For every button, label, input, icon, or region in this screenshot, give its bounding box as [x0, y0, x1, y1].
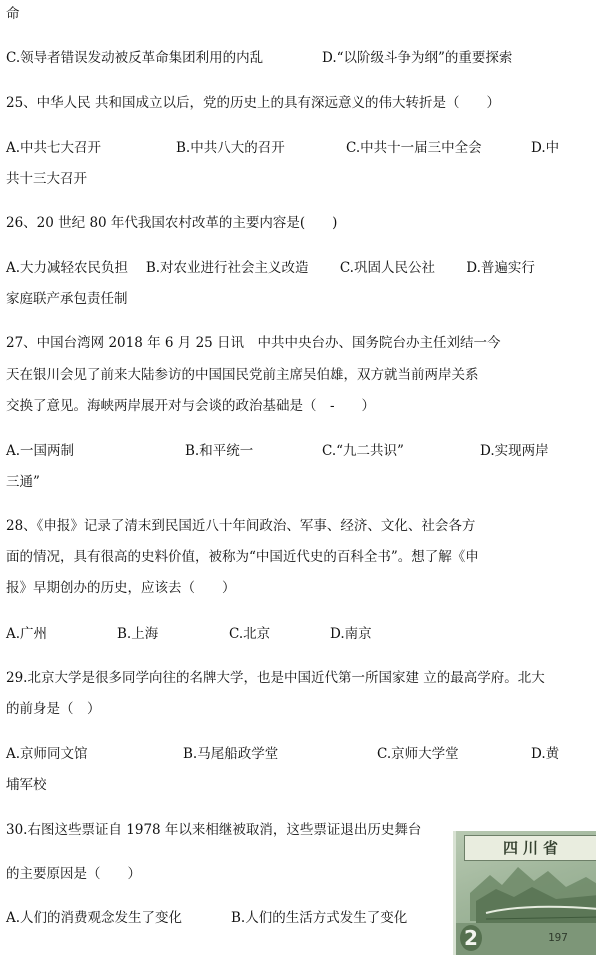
- question-28-line3: 报》早期创办的历史，应该去（ ）: [6, 580, 236, 596]
- question-29-line2: 的前身是（ ）: [6, 701, 101, 717]
- option-a: A.中共七大召开: [6, 140, 102, 156]
- option-b: B.马尾船政学堂: [183, 746, 279, 762]
- option-d-continued: 三通”: [6, 474, 40, 490]
- option-b: B.上海: [117, 626, 159, 642]
- question-27-line2: 天在银川会见了前来大陆参访的中国国民党前主席吴伯雄，双方就当前两岸关系: [6, 367, 479, 383]
- option-d-continued: 家庭联产承包责任制: [6, 291, 128, 307]
- ticket-code: 197: [548, 931, 568, 944]
- option-d-continued: 埔军校: [6, 777, 47, 793]
- text-line: 命: [6, 6, 20, 22]
- question-28: 28、《申报》记录了清末到民国近八十年间政治、军事、经济、文化、社会各方: [6, 518, 476, 534]
- question-25: 25、中华人民 共和国成立以后，党的历史上的具有深远意义的伟大转折是（ ）: [6, 95, 500, 111]
- question-29: 29.北京大学是很多同学向往的名牌大学，也是中国近代第一所国家建 立的最高学府。北大: [6, 670, 545, 686]
- question-27: 27、中国台湾网 2018 年 6 月 25 日讯 中共中央台办、国务院台办主任刘结一今: [6, 335, 501, 351]
- option-a: A.广州: [6, 626, 48, 642]
- option-d: D.“以阶级斗争为纲”的重要探索: [322, 50, 513, 66]
- option-a: A.京师同文馆: [6, 746, 88, 762]
- option-d: D.黄: [531, 746, 560, 762]
- option-d: D.实现两岸: [480, 443, 549, 459]
- option-d-continued: 共十三大召开: [6, 171, 87, 187]
- question-26-options: A.大力减轻农民负担 B.对农业进行社会主义改造 C.巩固人民公社 D.普遍实行: [6, 260, 535, 276]
- option-a: A.一国两制: [6, 443, 75, 459]
- question-26: 26、20 世纪 80 年代我国农村改革的主要内容是( ): [6, 215, 338, 231]
- question-30-line2: 的主要原因是（ ）: [6, 866, 141, 882]
- option-c: C.中共十一届三中全会: [346, 140, 482, 156]
- option-a: A.人们的消费观念发生了变化: [6, 910, 183, 926]
- option-c: C.“九二共识”: [322, 443, 404, 459]
- ticket-header: 四川省: [464, 835, 596, 861]
- option-b: B.中共八大的召开: [176, 140, 285, 156]
- option-d: D.南京: [330, 626, 372, 642]
- option-b: B.人们的生活方式发生了变化: [231, 910, 408, 926]
- question-27-line3: 交换了意见。海峡两岸展开对与会谈的政治基础是（ - ）: [6, 398, 376, 414]
- question-30: 30.右图这些票证自 1978 年以来相继被取消，这些票证退出历史舞台: [6, 822, 422, 838]
- option-b: B.和平统一: [185, 443, 254, 459]
- option-c: C.领导者错误发动被反革命集团利用的内乱: [6, 50, 264, 66]
- option-c: C.京师大学堂: [377, 746, 459, 762]
- option-d: D.中: [531, 140, 560, 156]
- ticket-denomination: 2: [460, 925, 482, 951]
- question-28-line2: 面的情况，具有很高的史料价值，被称为“中国近代史的百科全书”。想了解《申: [6, 549, 479, 565]
- option-c: C.北京: [229, 626, 271, 642]
- ration-ticket-image: [453, 831, 596, 955]
